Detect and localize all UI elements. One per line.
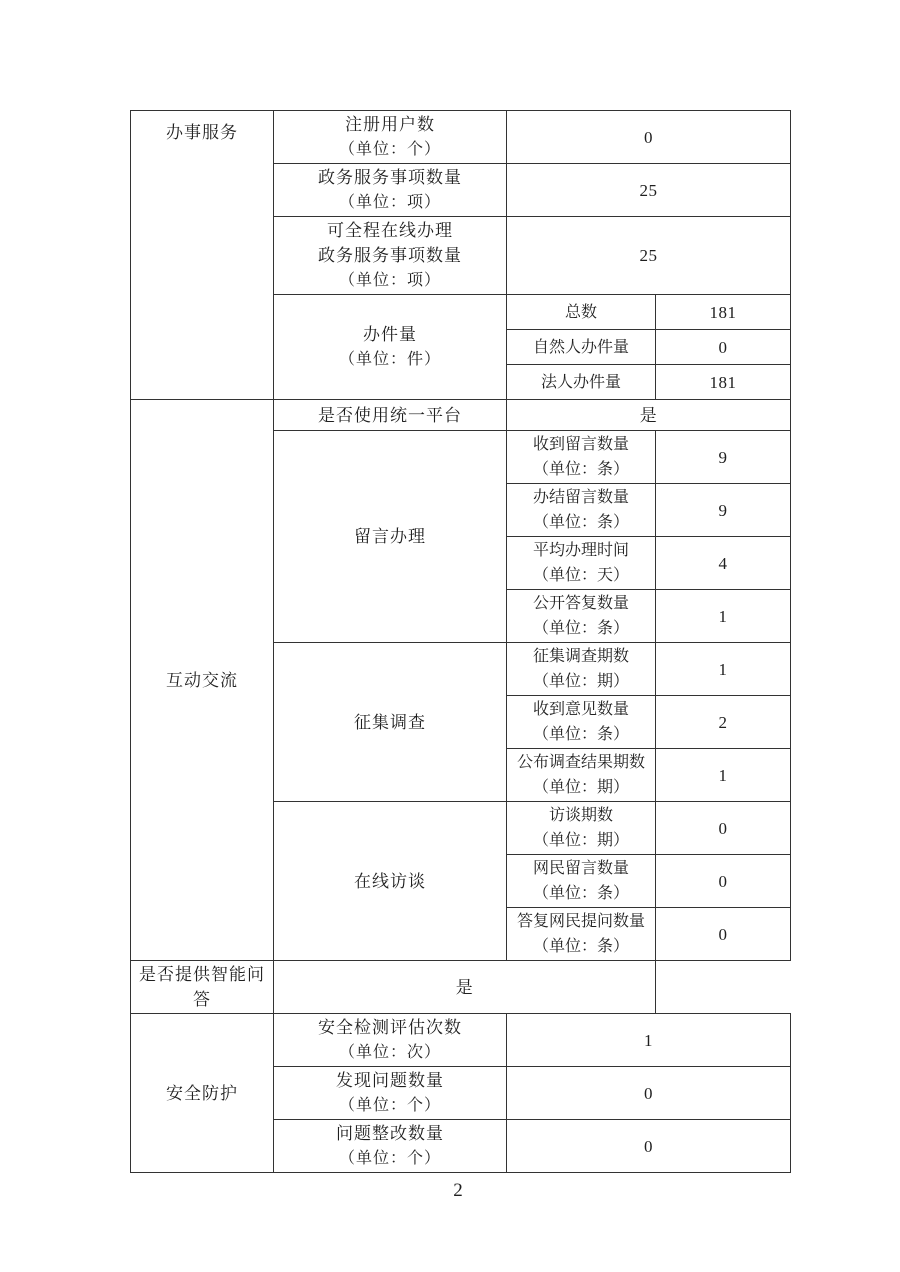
metric-unit-text: （单位：个）: [338, 1097, 441, 1114]
metric-unit-text: （单位：个）: [338, 141, 441, 158]
subrow-value-netizen-messages: 0: [656, 855, 791, 908]
subrow-value-average-handling-time: 4: [656, 537, 791, 590]
metric-label-text: 问题整改数量: [336, 1124, 444, 1143]
metric-label-text: 可全程在线办理: [327, 221, 453, 240]
metric-label-text: 注册用户数: [345, 115, 435, 134]
metric-label-problems-rectified: [274, 1120, 507, 1173]
subrow-label-netizen-messages: [507, 855, 656, 908]
subrow-value-messages-completed: 9: [656, 484, 791, 537]
metric-unit-text: （单位：条）: [532, 620, 629, 637]
metric-unit-text: （单位：期）: [532, 673, 629, 690]
metric-label-text: 征集调查期数: [532, 648, 629, 665]
subrow-value-total-cases: 181: [656, 295, 791, 330]
metric-value-smart-qa: 是: [274, 961, 656, 1014]
metric-label-registered-users: [274, 111, 507, 164]
metric-label-text: 收到意见数量: [532, 701, 629, 718]
table-row: [131, 1014, 791, 1067]
subrow-label-messages-completed: [507, 484, 656, 537]
metric-unit-text: （单位：条）: [532, 461, 629, 478]
metric-unit-text: （单位：条）: [532, 938, 629, 955]
metric-label-online-service-items: [274, 217, 507, 295]
metric-unit-text: （单位：期）: [532, 832, 629, 849]
category-cell-service: 办事服务: [131, 111, 274, 400]
metric-value-unified-platform: 是: [507, 400, 791, 431]
metric-label-text: 网民留言数量: [532, 860, 629, 877]
metric-value-online-service-items: 25: [507, 217, 791, 295]
metric-label-text: 收到留言数量: [532, 436, 629, 453]
metric-unit-text: （单位：期）: [532, 779, 629, 796]
metric-value-problems-rectified: 0: [507, 1120, 791, 1173]
metric-unit-text: （单位：项）: [338, 272, 441, 289]
subrow-label-survey-periods: [507, 643, 656, 696]
metric-label-text: 发现问题数量: [336, 1071, 444, 1090]
metric-label-text-line2: 政务服务事项数量: [318, 246, 462, 265]
metric-unit-text: （单位：条）: [532, 514, 629, 531]
subrow-label-opinions-received: [507, 696, 656, 749]
subrow-value-natural-person-cases: 0: [656, 330, 791, 365]
subrow-label-public-replies: [507, 590, 656, 643]
metric-label-text: 公开答复数量: [532, 595, 629, 612]
metric-unit-text: （单位：条）: [532, 726, 629, 743]
table-row: [131, 111, 791, 164]
metric-label-text: 公布调查结果期数: [516, 754, 645, 771]
subrow-value-legal-person-cases: 181: [656, 365, 791, 400]
metric-label-problems-found: [274, 1067, 507, 1120]
group-unit-text: （单位：件）: [338, 351, 441, 368]
metric-value-service-items: 25: [507, 164, 791, 217]
metric-unit-text: （单位：项）: [338, 194, 441, 211]
subrow-label-legal-person-cases: 法人办件量: [507, 365, 656, 400]
category-cell-interaction: 互动交流: [131, 400, 274, 961]
metric-label-smart-qa: 是否提供智能问答: [131, 961, 274, 1014]
category-cell-security: 安全防护: [131, 1014, 274, 1173]
table-row: [131, 961, 791, 1014]
metric-label-text: 访谈期数: [548, 807, 613, 824]
subrow-label-average-handling-time: [507, 537, 656, 590]
metric-unit-text: （单位：天）: [532, 567, 629, 584]
subrow-label-messages-received: [507, 431, 656, 484]
subrow-value-messages-received: 9: [656, 431, 791, 484]
metric-label-service-items: [274, 164, 507, 217]
metric-label-text: 政务服务事项数量: [318, 168, 462, 187]
table-row: [131, 400, 791, 431]
page-number: 2: [453, 1180, 463, 1201]
metric-value-security-assessments: 1: [507, 1014, 791, 1067]
metric-label-text: 平均办理时间: [532, 542, 629, 559]
metric-value-problems-found: 0: [507, 1067, 791, 1120]
annual-report-statistics-table: [130, 110, 791, 1173]
subrow-value-interview-periods: 0: [656, 802, 791, 855]
subrow-label-interview-periods: [507, 802, 656, 855]
subrow-label-natural-person-cases: 自然人办件量: [507, 330, 656, 365]
subrow-label-total-cases: 总数: [507, 295, 656, 330]
metric-unit-text: （单位：个）: [338, 1150, 441, 1167]
metric-label-unified-platform: 是否使用统一平台: [274, 400, 507, 431]
metric-value-registered-users: 0: [507, 111, 791, 164]
metric-unit-text: （单位：次）: [338, 1044, 441, 1061]
subrow-value-survey-periods: 1: [656, 643, 791, 696]
group-label-text: 办件量: [363, 325, 417, 344]
subrow-value-results-published: 1: [656, 749, 791, 802]
group-label-case-volume: [274, 295, 507, 400]
group-label-survey: 征集调查: [274, 643, 507, 802]
metric-label-security-assessments: [274, 1014, 507, 1067]
subrow-value-opinions-received: 2: [656, 696, 791, 749]
metric-label-text: 办结留言数量: [532, 489, 629, 506]
group-label-message-handling: 留言办理: [274, 431, 507, 643]
metric-label-text: 安全检测评估次数: [318, 1018, 462, 1037]
subrow-value-netizen-questions-answered: 0: [656, 908, 791, 961]
metric-label-text: 答复网民提问数量: [516, 913, 645, 930]
subrow-label-netizen-questions-answered: [507, 908, 656, 961]
subrow-value-public-replies: 1: [656, 590, 791, 643]
group-label-online-interview: 在线访谈: [274, 802, 507, 961]
subrow-label-results-published: [507, 749, 656, 802]
metric-unit-text: （单位：条）: [532, 885, 629, 902]
